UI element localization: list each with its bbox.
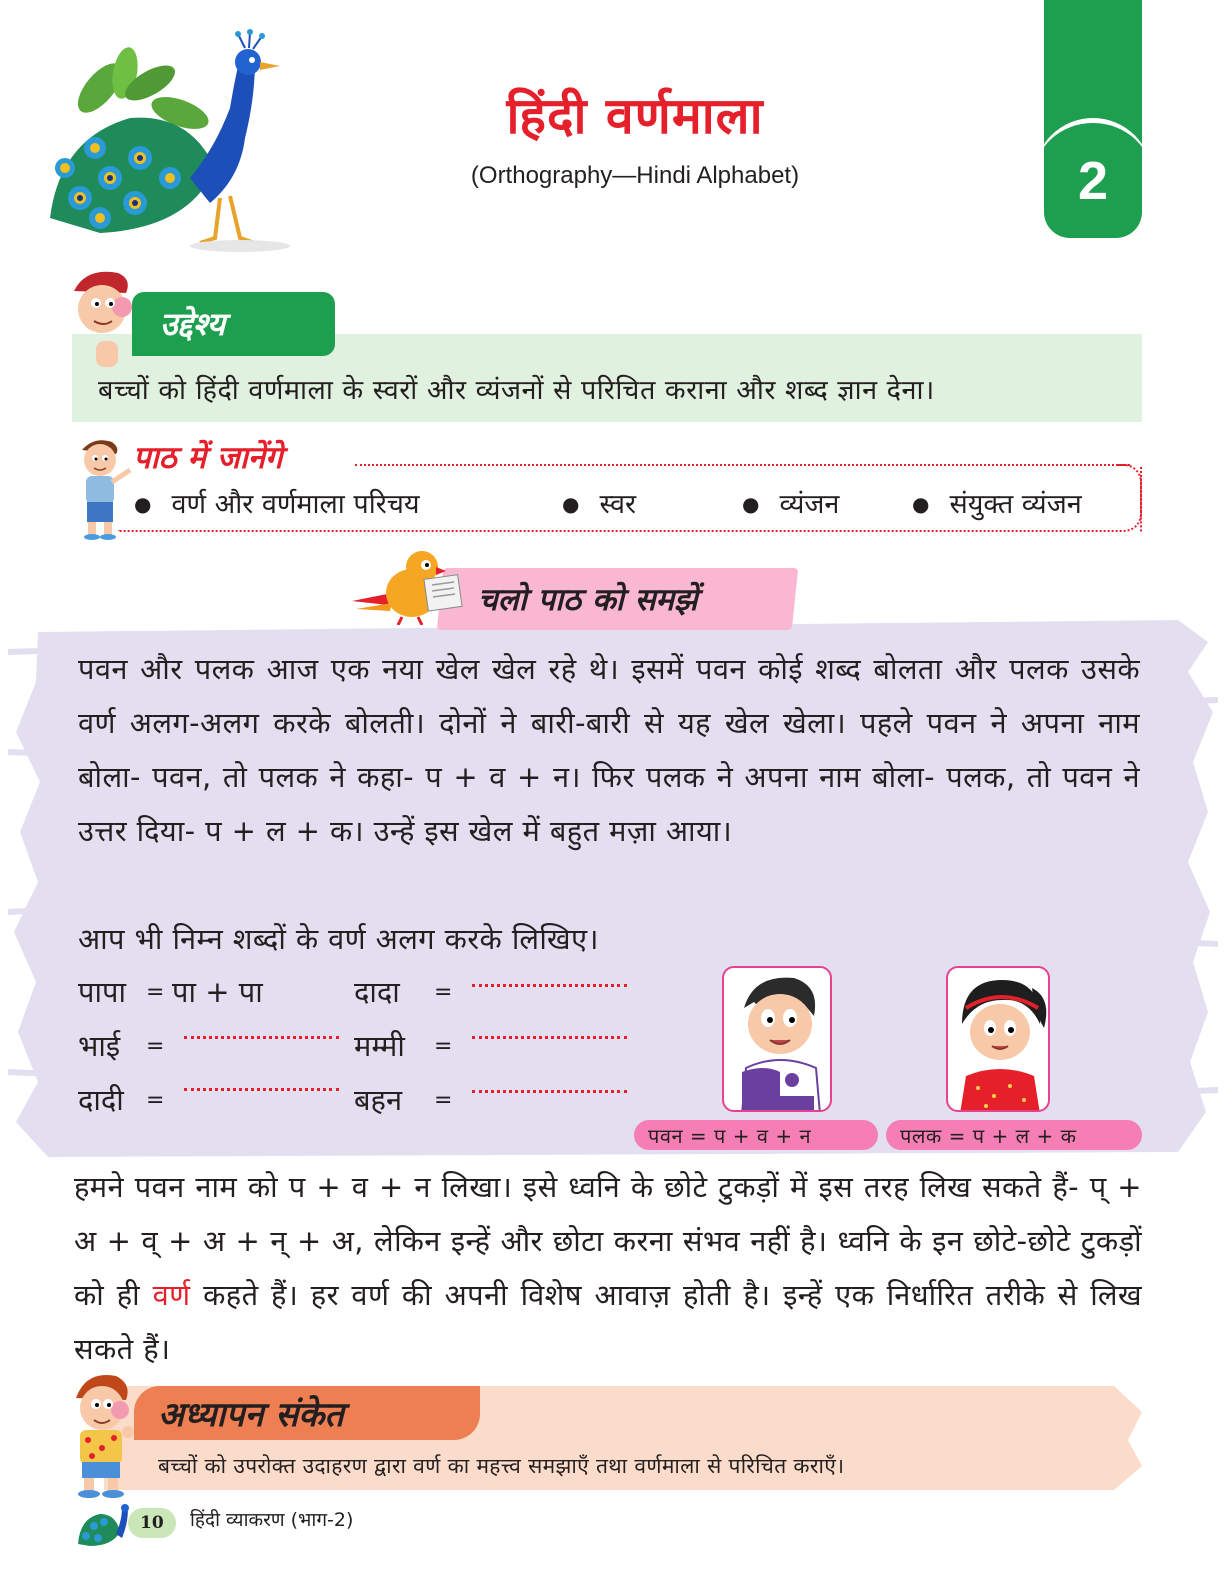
exercise-equals: =: [146, 1088, 165, 1113]
girl-palak-icon: [948, 968, 1050, 1112]
exercise-equals: =: [146, 980, 165, 1005]
answer-blank[interactable]: [472, 1036, 627, 1039]
book-title: हिंदी व्याकरण (भाग-2): [190, 1509, 354, 1531]
boy-thumbs-up-illustration: [68, 1370, 138, 1500]
page-number: 10: [128, 1508, 176, 1538]
pavan-caption: पवन = प + व + न: [634, 1120, 878, 1150]
chapter-title: हिंदी वर्णमाला: [506, 87, 764, 145]
lesson-paragraph-2: [74, 1160, 1142, 1376]
exercise-word: दादी: [78, 1083, 124, 1117]
exercise-word: मम्मी: [354, 1029, 405, 1063]
objective-text: बच्चों को हिंदी वर्णमाला के स्वरों और व्यंजनों से परिचित कराना और शब्द ज्ञान देना।: [98, 375, 935, 406]
exercise-instruction: आप भी निम्न शब्दों के वर्ण अलग करके लिखिए।: [78, 922, 599, 956]
bird-reading-illustration: [352, 545, 470, 625]
lesson-banner-text: चलो पाठ को समझें: [478, 582, 698, 618]
highlight-varn: वर्ण: [152, 1278, 191, 1312]
exercise-word: बहन: [354, 1083, 403, 1117]
exercise-equals: =: [146, 1034, 165, 1059]
pavan-picture: [722, 966, 832, 1112]
exercise-answer: पा + पा: [172, 975, 263, 1009]
palak-caption: पलक = प + ल + क: [886, 1120, 1142, 1150]
exercise-equals: =: [434, 1034, 453, 1059]
answer-blank[interactable]: [184, 1088, 339, 1091]
learn-item: ● वर्ण और वर्णमाला परिचय: [134, 484, 420, 521]
answer-blank[interactable]: [472, 984, 627, 987]
hint-text: बच्चों को उपरोक्त उदाहरण द्वारा वर्ण का महत्त्व समझाएँ तथा वर्णमाला से परिचित कराएँ।: [158, 1454, 845, 1478]
paragraph-2-text: हमने पवन नाम को प + व + न लिखा। इसे ध्वनि के छोटे टुकड़ों में इस तरह लिख सकते हैं- प् + अ + व् + अ + न् + अ, लेकिन इन्हें और छोटा करना संभव नहीं है। ध्वनि के इन छोटे-छोटे टुकड़ों को ही: [74, 1170, 1142, 1312]
learn-item: ● स्वर: [562, 484, 636, 521]
hint-label: अध्यापन संकेत: [158, 1395, 344, 1435]
answer-blank[interactable]: [472, 1090, 627, 1093]
exercise-word: भाई: [78, 1029, 121, 1063]
palak-picture: [946, 966, 1050, 1112]
peacock-illustration: [40, 28, 295, 253]
paragraph-2-text: कहते हैं। हर वर्ण की अपनी विशेष आवाज़ होती है। इन्हें एक निर्धारित तरीके से लिख सकते हैं।: [74, 1278, 1142, 1366]
exercise-equals: =: [434, 1088, 453, 1113]
exercise-equals: =: [434, 980, 453, 1005]
learn-item: ● संयुक्त व्यंजन: [912, 484, 1082, 521]
learn-box-corner: [1118, 464, 1142, 532]
chapter-number: 2: [1077, 151, 1109, 211]
footer-peacock-icon: [76, 1500, 132, 1548]
lesson-paragraph-1: पवन और पलक आज एक नया खेल खेल रहे थे। इसमें पवन कोई शब्द बोलता और पलक उसके वर्ण अलग-अलग करके बोलती। दोनों ने बारी-बारी से यह खेल खेला। पहले पवन ने अपना नाम बोला- पवन, तो पलक ने कहा- प + व + न। फिर पलक ने अपना नाम बोला- पलक, तो पवन ने उत्तर दिया- प + ल + क। उन्हें इस खेल में बहुत मज़ा आया।: [78, 652, 1140, 848]
learn-title: पाठ में जानेंगे: [133, 440, 283, 476]
objective-label: उद्देश्य: [132, 292, 335, 356]
exercise-word: पापा: [78, 975, 126, 1009]
exercise-word: दादा: [354, 975, 400, 1009]
chapter-subtitle: (Orthography—Hindi Alphabet): [470, 162, 800, 189]
chapter-number-tab: [1044, 0, 1142, 238]
boy-pavan-icon: [724, 968, 832, 1112]
learn-item: ● व्यंजन: [742, 484, 839, 521]
answer-blank[interactable]: [184, 1036, 339, 1039]
